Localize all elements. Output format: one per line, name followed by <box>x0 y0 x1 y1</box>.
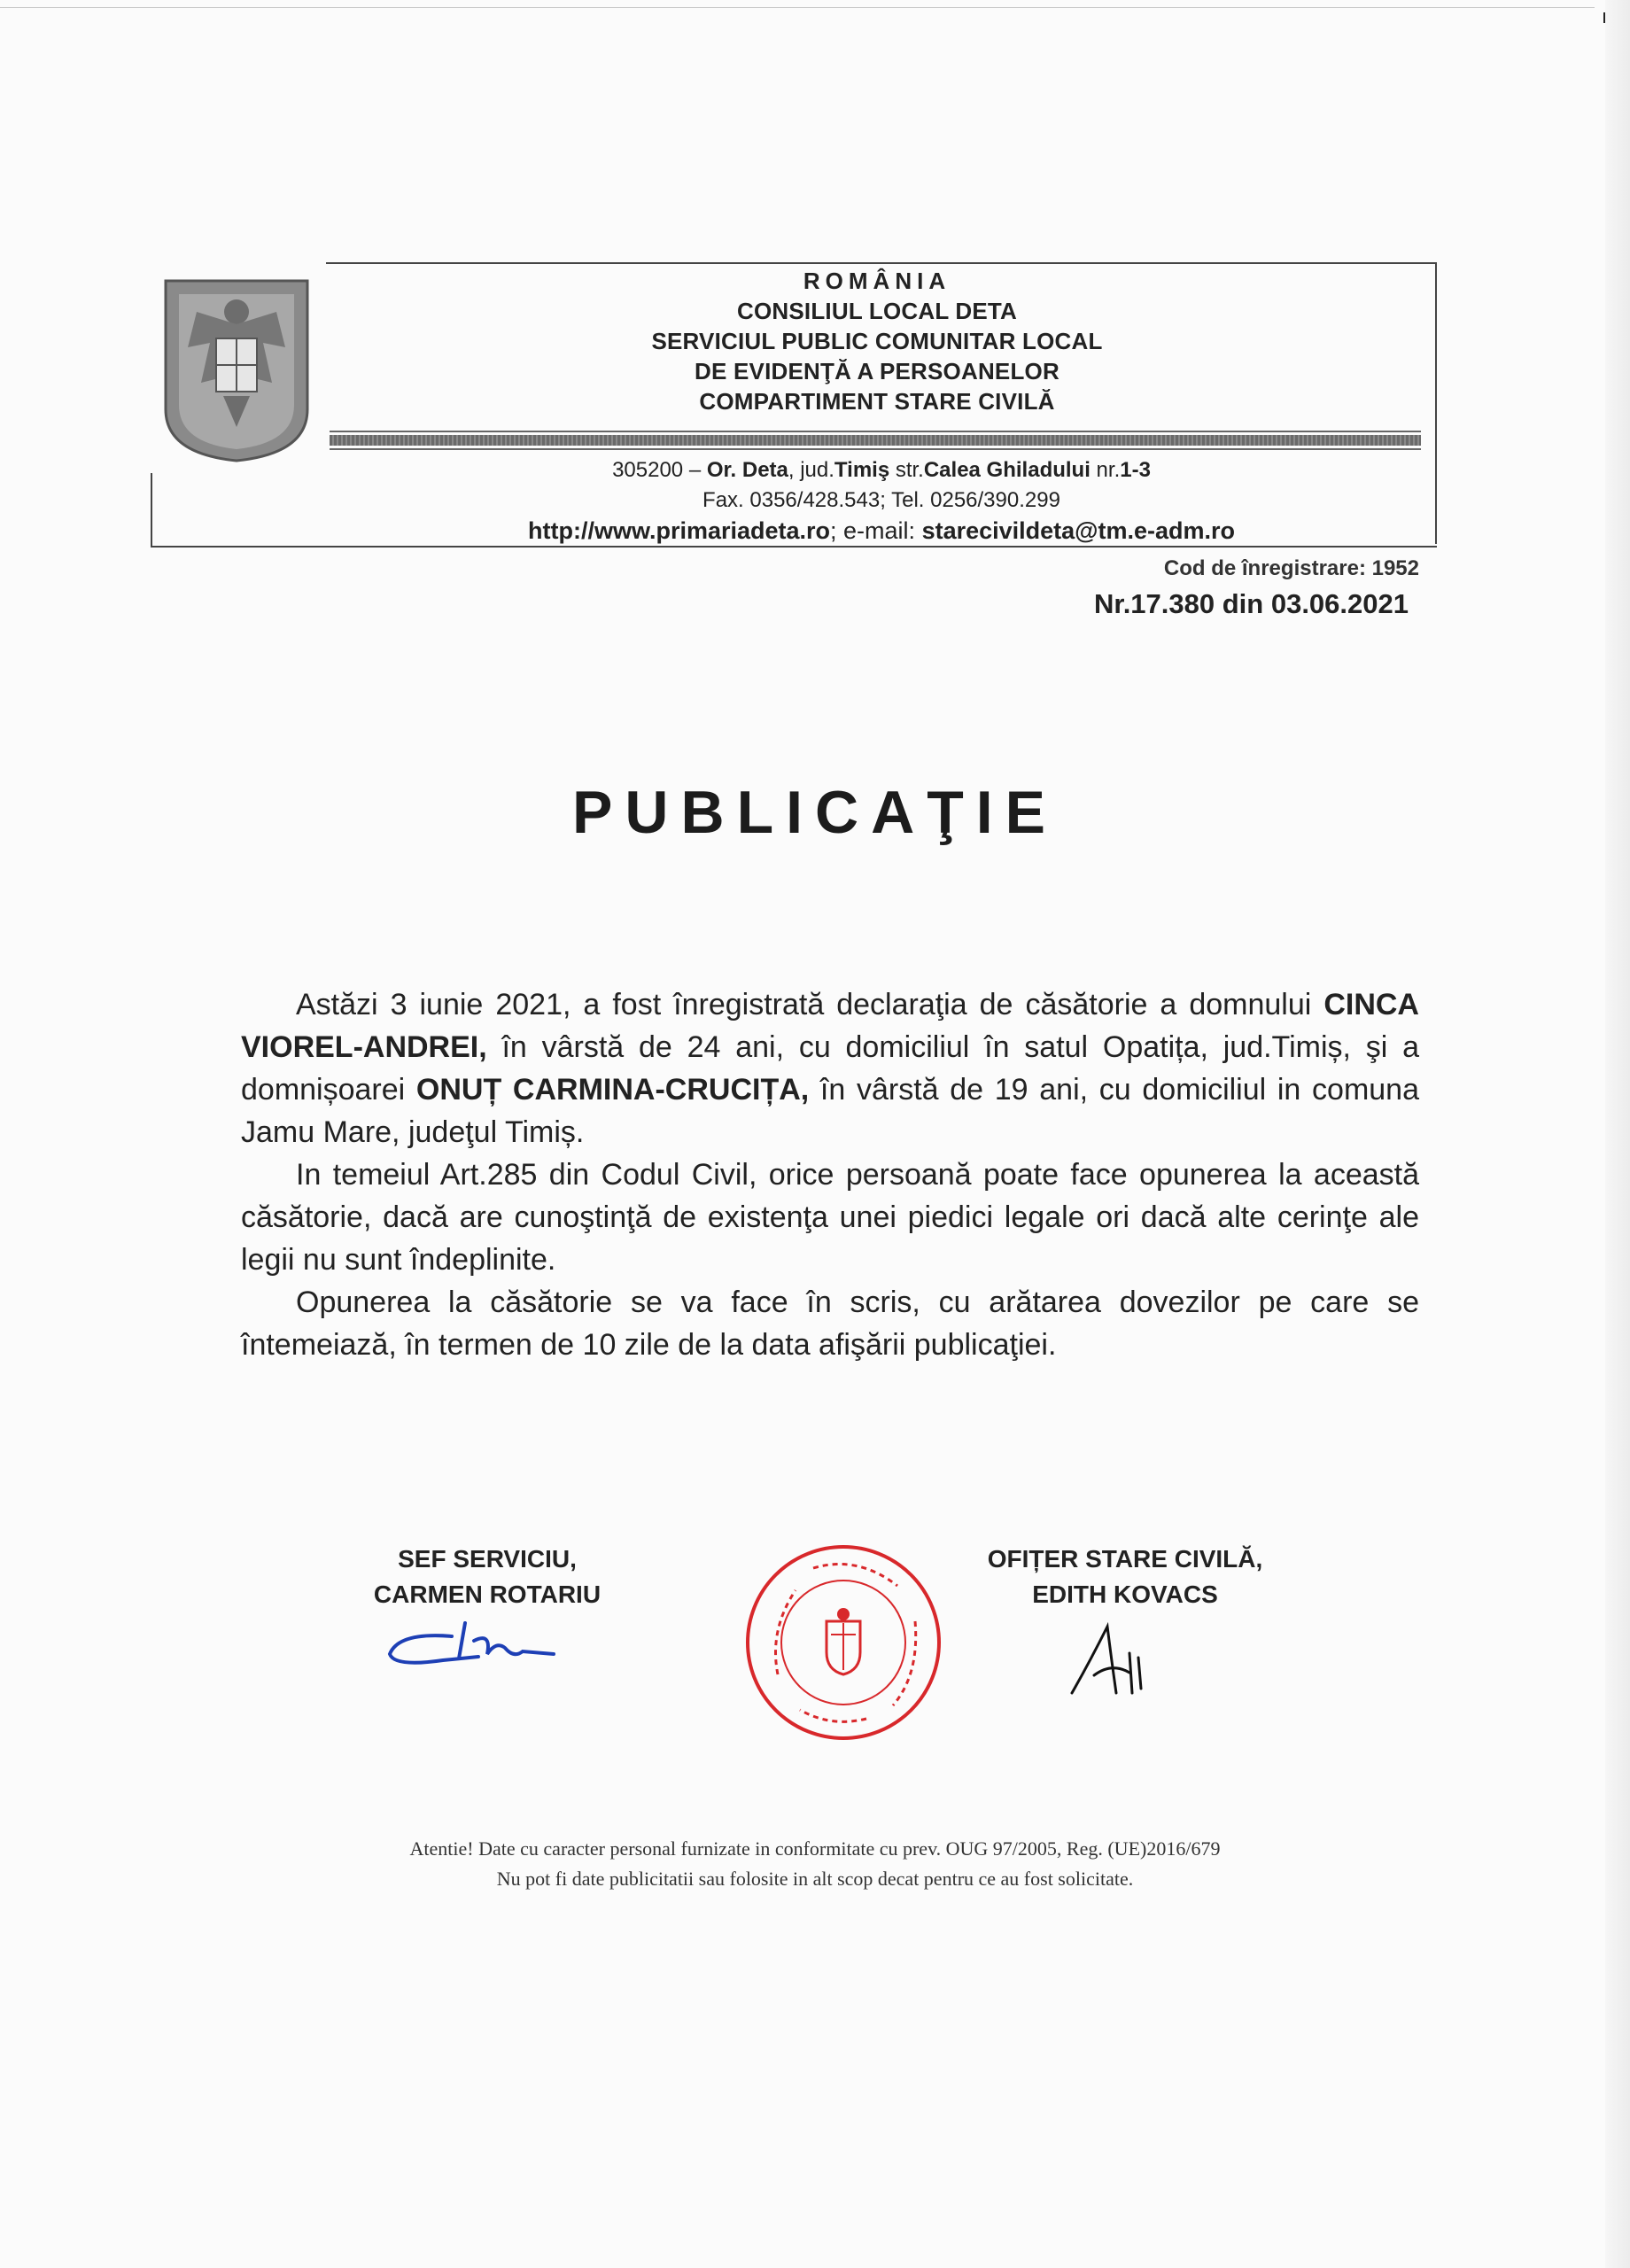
postal-code: 305200 – <box>612 458 702 482</box>
paragraph-legal-basis: In temeiul Art.285 din Codul Civil, orice persoană poate face opunerea la această căsătorie, dacă are cunoştinţă de existenţa unei piedici legale ori dacă alte cerinţe ale legii nu sunt îndeplinite. <box>241 1158 1419 1277</box>
phone-line: Fax. 0356/428.543; Tel. 0256/390.299 <box>702 488 1060 512</box>
number-prefix: nr. <box>1090 458 1121 482</box>
website-link[interactable]: http://www.primariadeta.ro <box>527 517 831 544</box>
council-name: CONSILIUL LOCAL DETA <box>737 298 1017 324</box>
country-name: ROMÂNIA <box>803 268 951 294</box>
declaration-text-a: Astăzi 3 iunie 2021, a fost înregistrată declaraţia de căsătorie a domnului <box>296 988 1324 1021</box>
left-signatory-role: SEF SERVICIU, <box>398 1545 577 1573</box>
header-divider <box>330 431 1421 455</box>
privacy-notice <box>0 1834 1630 1894</box>
street-number: 1-3 <box>1120 458 1151 482</box>
web-line <box>372 516 1391 546</box>
service-name-line2: DE EVIDENŢĂ A PERSOANELOR <box>695 358 1060 384</box>
email-label: ; e-mail: <box>830 517 922 544</box>
handwritten-signature-left <box>381 1605 558 1676</box>
county-prefix: , jud. <box>788 458 834 482</box>
scan-top-edge <box>0 7 1595 8</box>
document-body <box>241 983 1419 1366</box>
paragraph-declaration <box>241 983 1419 1153</box>
document-title: PUBLICAŢIE <box>572 779 1058 846</box>
signature-block-right <box>948 1542 1302 1612</box>
paragraph-opposition: Opunerea la căsătorie se va face în scris, cu arătarea dovezilor pe care se întemeiază, în termen de 10 zile de la data afişării publicaţiei. <box>241 1285 1419 1362</box>
left-signatory-name: CARMEN ROTARIU <box>373 1581 602 1608</box>
right-signatory-role: OFIȚER STARE CIVILĂ, <box>987 1545 1263 1573</box>
privacy-notice-line2: Nu pot fi date publicitatii sau folosite in alt scop decat pentru ce au fost solicitate. <box>496 1868 1134 1890</box>
service-name-line1: SERVICIUL PUBLIC COMUNITAR LOCAL <box>651 328 1103 354</box>
scan-right-edge <box>1605 0 1630 2268</box>
declaration-text-c: în vârstă de 19 ani, cu domiciliul in comuna Jamu Mare, judeţul Timiș. <box>241 1073 1419 1149</box>
right-signatory-name: EDITH KOVACS <box>1032 1581 1218 1608</box>
county: Timiş <box>834 458 890 482</box>
address-line <box>372 455 1391 485</box>
official-stamp <box>742 1542 944 1744</box>
groom-name: CINCA VIOREL-ANDREI, <box>241 988 1419 1064</box>
contact-block <box>372 455 1391 546</box>
handwritten-signature-right <box>1063 1609 1152 1706</box>
romania-coat-of-arms-icon <box>161 276 312 462</box>
registration-code: Cod de înregistrare: 1952 <box>1163 556 1419 580</box>
registration-number: Nr.17.380 din 03.06.2021 <box>1093 588 1409 619</box>
signature-block-left <box>337 1542 638 1612</box>
declaration-text-b: în vârstă de 24 ani, cu domiciliul în satul Opatița, jud.Timiș, şi a domnișoarei <box>241 1030 1419 1107</box>
bride-name: ONUȚ CARMINA-CRUCIȚA, <box>415 1073 810 1107</box>
email-link[interactable]: starecivildeta@tm.e-adm.ro <box>921 517 1236 544</box>
privacy-notice-line1: Atentie! Date cu caracter personal furnizate in conformitate cu prev. OUG 97/2005, Reg. (UE)2016/679 <box>409 1837 1221 1860</box>
city: Or. Deta <box>706 458 788 482</box>
street-prefix: str. <box>889 458 924 482</box>
street: Calea Ghiladului <box>923 458 1091 482</box>
department-name: COMPARTIMENT STARE CIVILĂ <box>699 388 1055 415</box>
institution-header <box>532 266 1222 416</box>
